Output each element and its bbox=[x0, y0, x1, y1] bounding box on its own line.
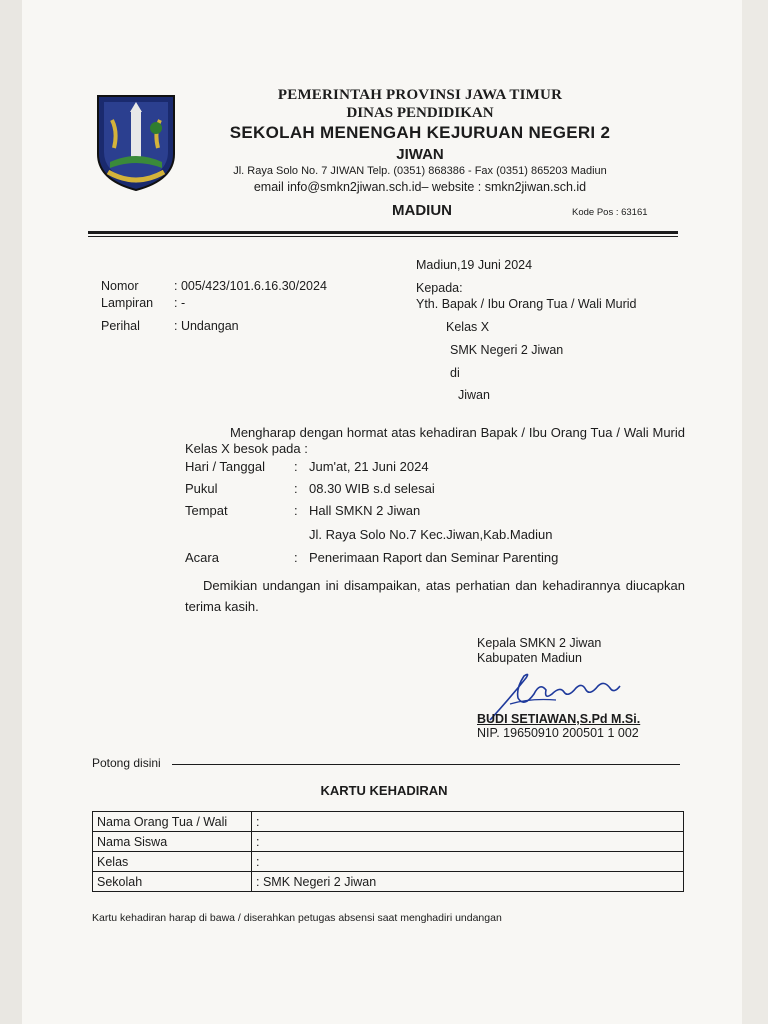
kepada-colon: : bbox=[459, 281, 463, 295]
detail-colon: : bbox=[294, 459, 298, 474]
table-row bbox=[93, 852, 684, 872]
attendance-card-table bbox=[92, 811, 684, 892]
nomor-label: Nomor bbox=[101, 279, 139, 293]
header-school-town: JIWAN bbox=[396, 146, 444, 163]
detail-value: Penerimaan Raport dan Seminar Parenting bbox=[309, 550, 559, 565]
recipient-line: Kelas X bbox=[446, 320, 490, 334]
detail-colon: : bbox=[294, 481, 298, 496]
letter-date: Madiun,19 Juni 2024 bbox=[416, 258, 533, 272]
header-address: Jl. Raya Solo No. 7 JIWAN Telp. (0351) 868386 - Fax (0351) 865203 Madiun bbox=[233, 165, 607, 177]
detail-label: Tempat bbox=[185, 503, 228, 518]
perihal-label: Perihal bbox=[101, 319, 140, 333]
page-edge-right bbox=[742, 0, 768, 1024]
lampiran-value: : - bbox=[174, 296, 186, 310]
table-row bbox=[93, 812, 684, 832]
detail-value: Jum'at, 21 Juni 2024 bbox=[309, 459, 429, 474]
detail-value: Hall SMKN 2 Jiwan bbox=[309, 503, 421, 518]
opening-paragraph: Mengharap dengan hormat atas kehadiran Bapak / Ibu Orang Tua / Wali Murid Kelas X besok pada : bbox=[185, 425, 685, 456]
table-row bbox=[93, 832, 684, 852]
detail-value: Jl. Raya Solo No.7 Kec.Jiwan,Kab.Madiun bbox=[309, 527, 553, 542]
signer-nip: NIP. 19650910 200501 1 002 bbox=[477, 726, 639, 740]
east-java-coat-of-arms-icon bbox=[94, 92, 178, 192]
signer-name: BUDI SETIAWAN,S.Pd M.Si. bbox=[477, 712, 641, 726]
recipient-line: SMK Negeri 2 Jiwan bbox=[450, 343, 564, 357]
table-cell-value: : bbox=[252, 832, 684, 852]
detail-value: 08.30 WIB s.d selesai bbox=[309, 481, 435, 496]
signer-region: Kabupaten Madiun bbox=[477, 651, 582, 665]
page-edge-left bbox=[0, 0, 22, 1024]
attendance-card-title: KARTU KEHADIRAN bbox=[320, 783, 448, 798]
recipient-line: Jiwan bbox=[458, 388, 490, 402]
kepada-label: Kepada bbox=[416, 281, 460, 295]
table-cell-label: Nama Siswa bbox=[93, 832, 252, 852]
detail-colon: : bbox=[294, 503, 298, 518]
header-department: DINAS PENDIDIKAN bbox=[346, 105, 494, 121]
cut-label: Potong disini bbox=[92, 756, 161, 770]
header-rule-thick bbox=[88, 231, 678, 234]
table-cell-label: Nama Orang Tua / Wali bbox=[93, 812, 252, 832]
header-government: PEMERINTAH PROVINSI JAWA TIMUR bbox=[277, 87, 563, 103]
lampiran-label: Lampiran bbox=[101, 296, 154, 310]
nomor-value: : 005/423/101.6.16.30/2024 bbox=[174, 279, 327, 293]
table-cell-label: Sekolah bbox=[93, 872, 252, 892]
signer-title: Kepala SMKN 2 Jiwan bbox=[477, 636, 602, 650]
detail-label: Pukul bbox=[185, 481, 218, 496]
header-school-name: SEKOLAH MENENGAH KEJURUAN NEGERI 2 bbox=[229, 123, 611, 142]
detail-label: Acara bbox=[185, 550, 219, 565]
table-row bbox=[93, 872, 684, 892]
header-city: MADIUN bbox=[392, 202, 452, 219]
table-cell-value: : SMK Negeri 2 Jiwan bbox=[252, 872, 684, 892]
closing-paragraph: Demikian undangan ini disampaikan, atas perhatian dan kehadirannya diucapkan terima kasih. bbox=[185, 578, 685, 614]
table-cell-label: Kelas bbox=[93, 852, 252, 872]
recipient-line: di bbox=[450, 366, 460, 380]
header-contact: email info@smkn2jiwan.sch.id– website : smkn2jiwan.sch.id bbox=[253, 180, 587, 194]
table-cell-value: : bbox=[252, 812, 684, 832]
header-rule-thin bbox=[88, 236, 678, 237]
table-cell-value: : bbox=[252, 852, 684, 872]
detail-label: Hari / Tanggal bbox=[185, 459, 265, 474]
perihal-value: : Undangan bbox=[174, 319, 239, 333]
attendance-card-footnote: Kartu kehadiran harap di bawa / diserahkan petugas absensi saat menghadiri undangan bbox=[92, 912, 502, 924]
detail-colon: : bbox=[294, 550, 298, 565]
cut-line bbox=[172, 764, 680, 765]
recipient-line: Yth. Bapak / Ibu Orang Tua / Wali Murid bbox=[416, 297, 637, 311]
header-postal-code: Kode Pos : 63161 bbox=[572, 207, 648, 218]
recipient-heading bbox=[416, 281, 463, 295]
